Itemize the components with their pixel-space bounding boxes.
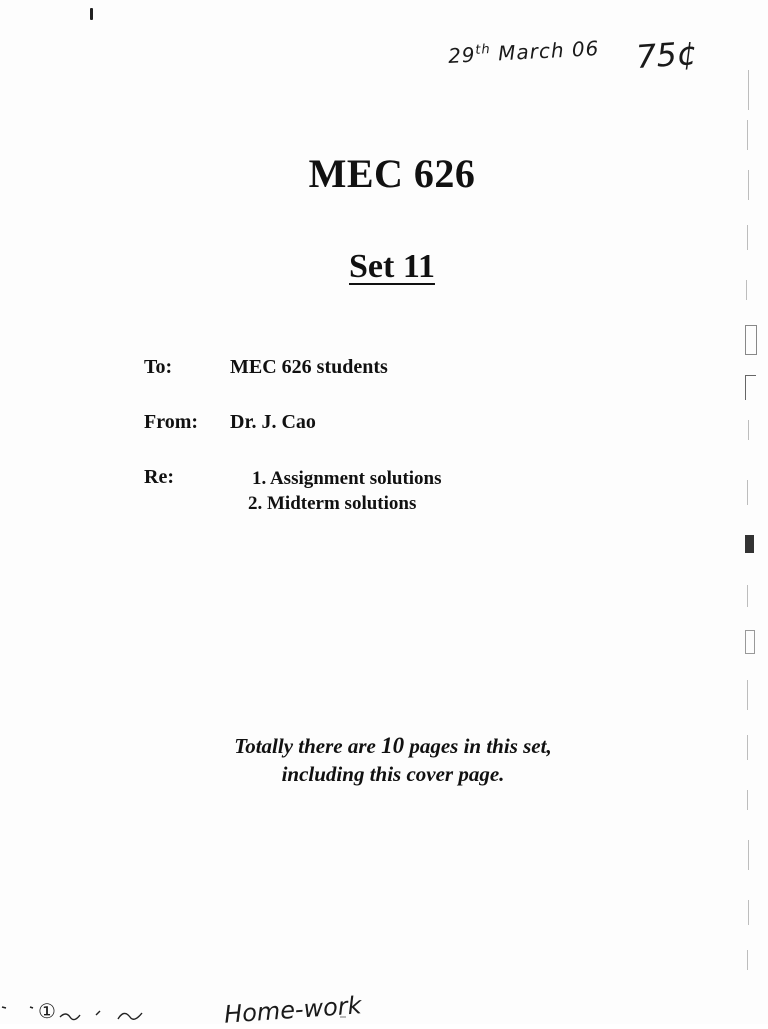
scan-edge-mark <box>747 225 748 250</box>
memo-re-list <box>248 466 442 516</box>
scan-edge-mark <box>747 585 748 607</box>
memo-from-row <box>144 411 316 434</box>
note-line-1: Totally there are 10 pages in this set, <box>234 733 552 758</box>
page-count-note <box>0 732 768 788</box>
re-item-assignment: 1. Assignment solutions <box>252 468 442 489</box>
scan-edge-mark <box>747 950 748 970</box>
memo-to-label: To: <box>144 356 173 378</box>
re-item-midterm: 2. Midterm solutions <box>248 493 417 514</box>
memo-re-row <box>144 466 230 489</box>
scan-edge-mark <box>747 790 748 810</box>
scan-mark <box>90 8 93 20</box>
scan-edge-mark <box>745 535 754 553</box>
bottom-handwriting <box>0 995 768 1024</box>
bottom-marker: ① <box>38 999 56 1023</box>
scan-edge-mark <box>745 325 757 355</box>
memo-from-value: Dr. J. Cao <box>230 411 316 433</box>
handwritten-price: 75¢ <box>634 33 699 77</box>
set-title: Set 11 <box>349 248 435 285</box>
scan-edge-mark <box>748 70 749 110</box>
memo-re-label: Re: <box>144 466 174 488</box>
scan-edge-mark <box>746 280 747 300</box>
course-title: MEC 626 <box>308 151 476 196</box>
memo-from-label: From: <box>144 411 199 433</box>
scan-edge-mark <box>745 630 755 654</box>
handwritten-homework: Home-work <box>223 991 363 1029</box>
scan-edge-mark <box>747 480 748 505</box>
memo-to-value: MEC 626 students <box>230 356 388 378</box>
scan-edge-mark <box>747 735 748 760</box>
scan-edge-mark <box>747 120 748 150</box>
scan-edge-mark <box>748 900 749 925</box>
note-line-2: including this cover page. <box>281 762 505 786</box>
scan-edge-mark <box>745 375 756 400</box>
scan-edge-mark <box>747 680 748 710</box>
handwritten-date: 29th March 06 <box>447 36 600 68</box>
scan-edge-mark <box>748 420 749 440</box>
scan-edge-mark <box>748 170 749 200</box>
memo-to-row <box>144 356 388 379</box>
scan-edge-mark <box>748 840 749 870</box>
